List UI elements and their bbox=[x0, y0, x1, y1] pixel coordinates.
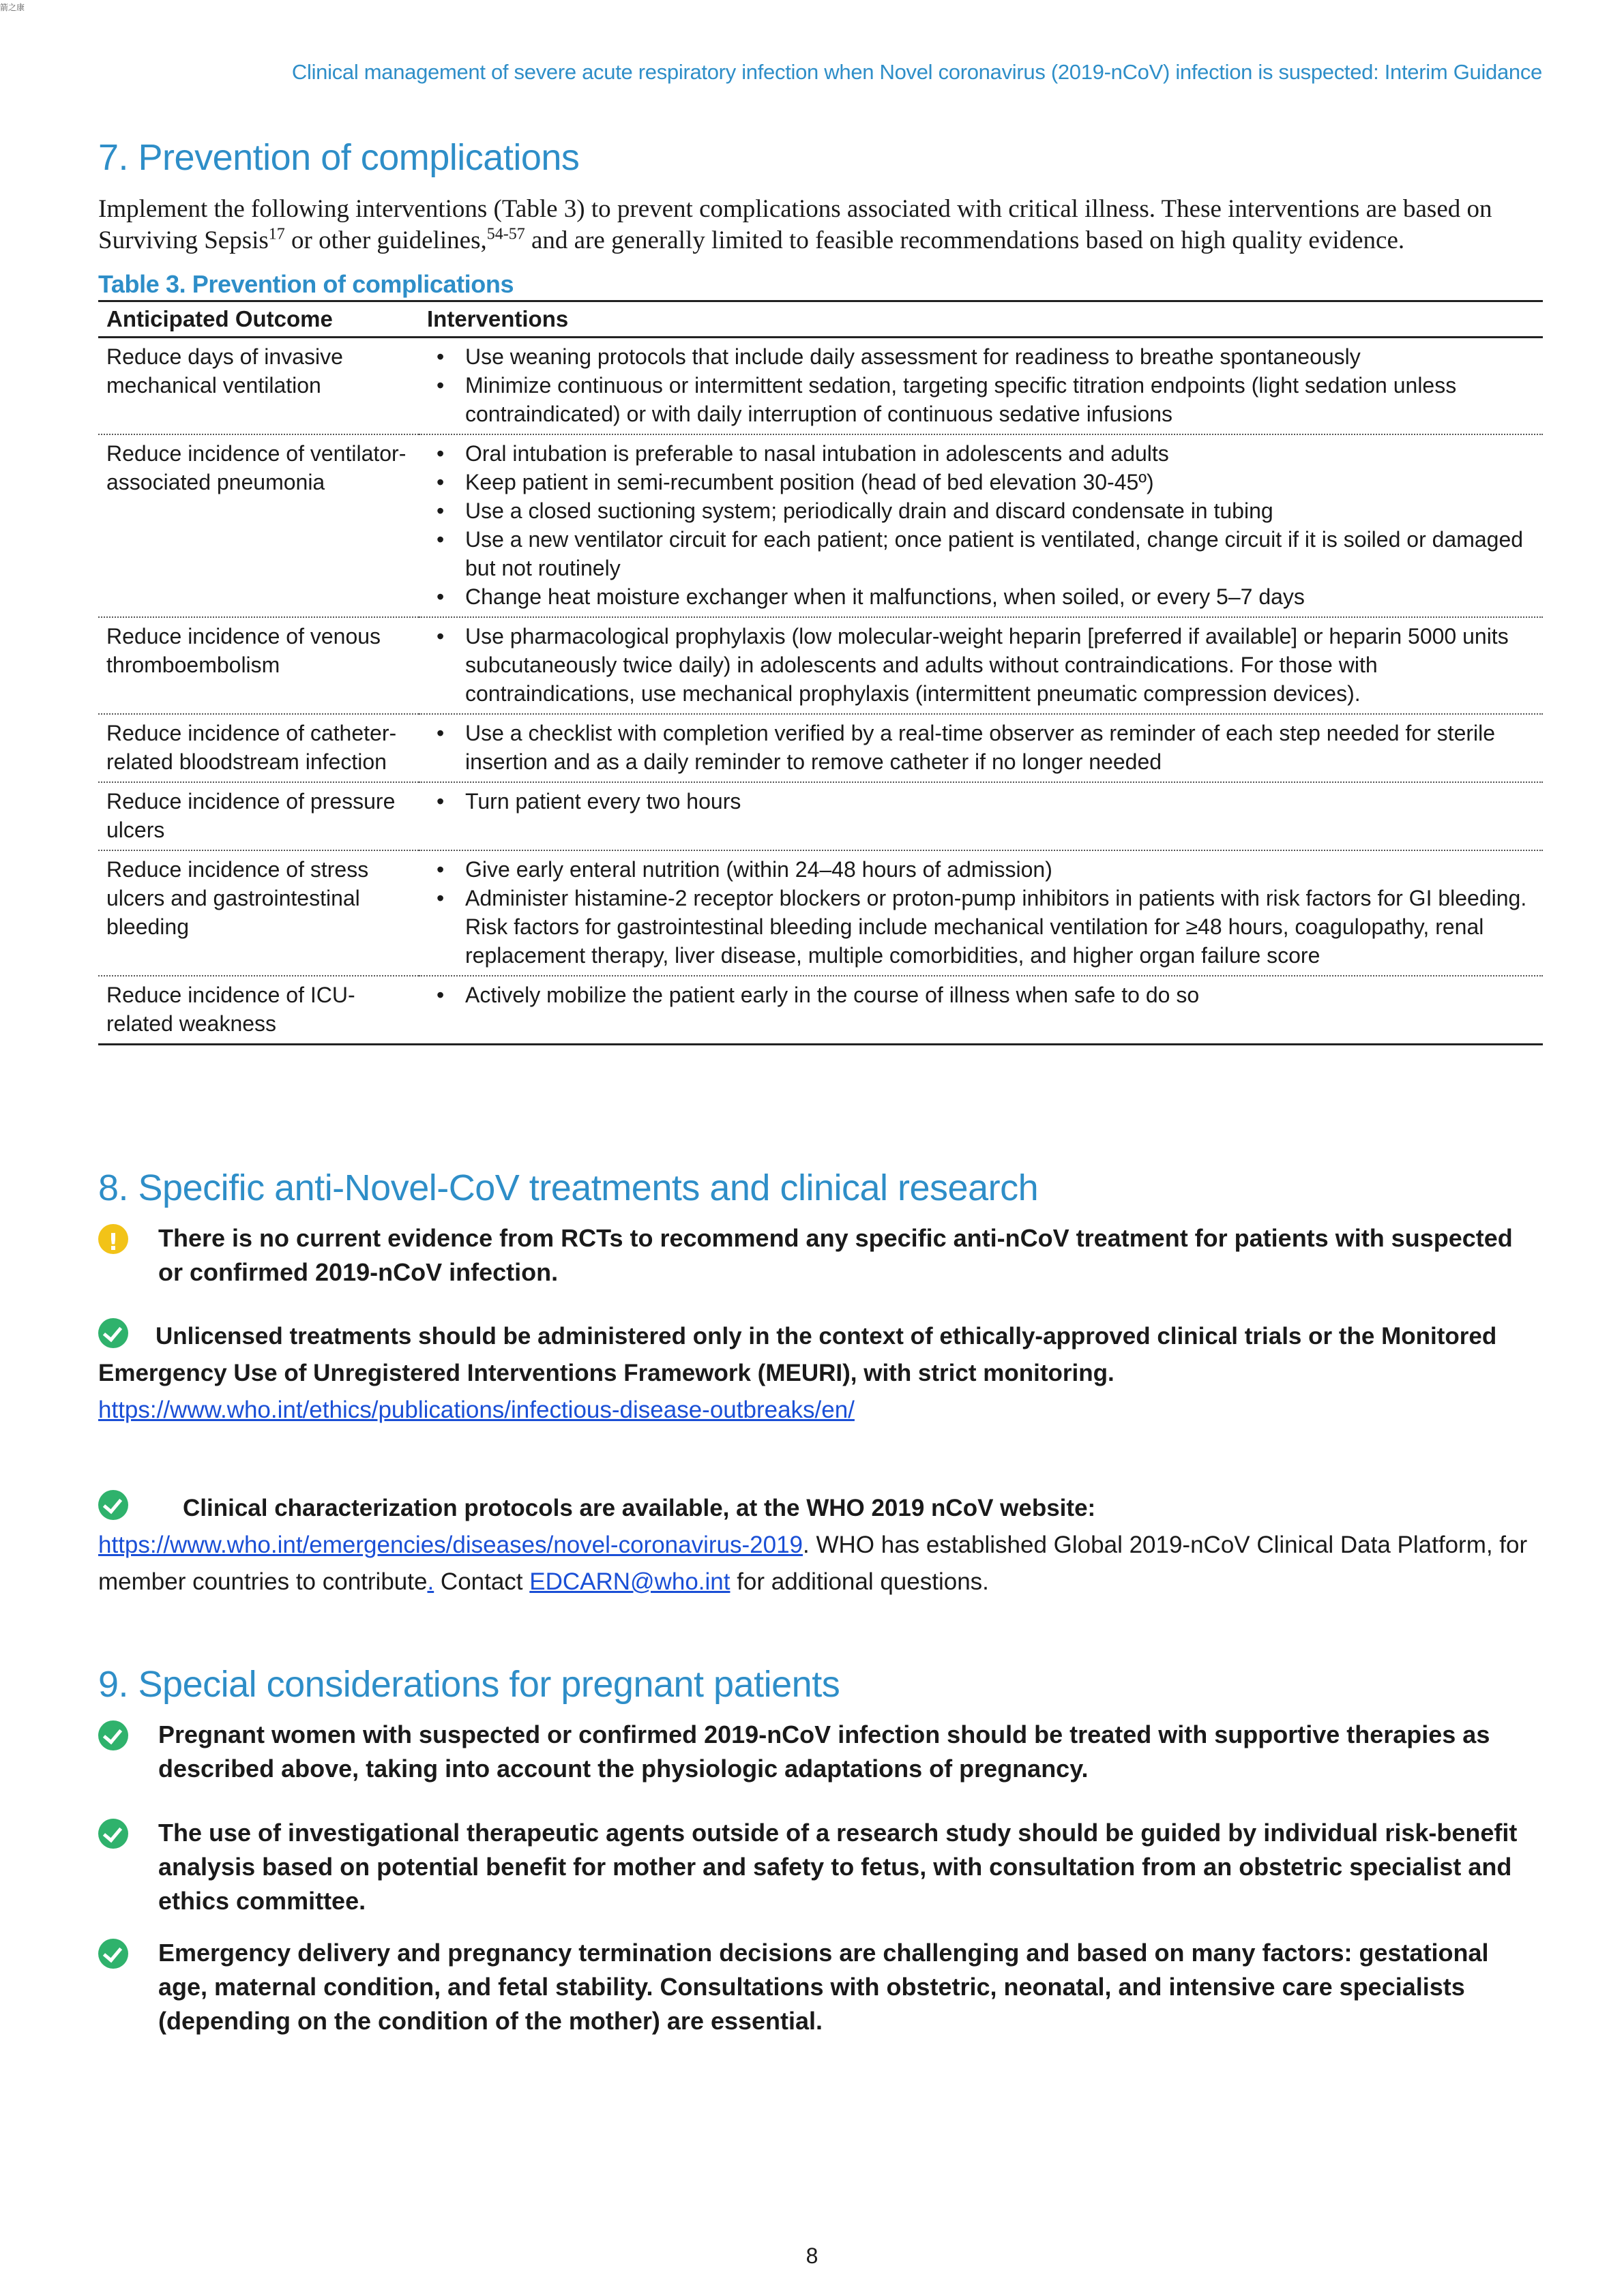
table-row bbox=[98, 617, 1543, 714]
list-item: • Use weaning protocols that include daily assessment for readiness to breathe spontaneously bbox=[465, 342, 1535, 371]
check-circle-icon bbox=[98, 1939, 128, 1969]
check-circle-icon bbox=[98, 1720, 128, 1750]
list-item: • Keep patient in semi-recumbent position (head of bed elevation 30-45º) bbox=[465, 468, 1535, 496]
table-row bbox=[98, 338, 1543, 435]
table-row bbox=[98, 850, 1543, 976]
header-interventions: Interventions bbox=[419, 301, 1543, 338]
interventions-cell bbox=[419, 850, 1543, 976]
interventions-cell bbox=[419, 714, 1543, 782]
pregnancy-item-delivery: Emergency delivery and pregnancy termination decisions are challenging and based on many factors: gestational age, maternal condition, and fetal stability. Consultations with obstetric, neonatal, and intensive care specialists (depending on the condition of the mother) are essential. bbox=[98, 1936, 1543, 2038]
list-item: • Change heat moisture exchanger when it malfunctions, when soiled, or every 5–7 days bbox=[465, 582, 1535, 611]
contact-email-link[interactable]: EDCARN@who.int bbox=[529, 1568, 730, 1595]
table-row bbox=[98, 434, 1543, 617]
complications-table bbox=[98, 300, 1543, 1045]
outcome-cell: Reduce incidence of ICU-related weakness bbox=[98, 976, 419, 1045]
unlicensed-block bbox=[98, 1318, 1543, 1429]
interventions-cell bbox=[419, 782, 1543, 850]
interventions-list bbox=[427, 719, 1535, 776]
interventions-cell bbox=[419, 338, 1543, 435]
list-item: • Give early enteral nutrition (within 24–48 hours of admission) bbox=[465, 855, 1535, 884]
interventions-list bbox=[427, 981, 1535, 1009]
page-number: 8 bbox=[806, 2243, 818, 2268]
list-item: • Minimize continuous or intermittent sedation, targeting specific titration endpoints (light sedation unless contraindicated) or with daily interruption of continuous sedative infusions bbox=[465, 371, 1535, 428]
interventions-list bbox=[427, 342, 1535, 428]
running-header: Clinical management of severe acute respiratory infection when Novel coronavirus (2019-nCoV) infection is suspected: Interim Guidance bbox=[291, 60, 1542, 84]
interventions-cell bbox=[419, 976, 1543, 1045]
warning-text: There is no current evidence from RCTs to recommend any specific anti-nCoV treatment for patients with suspected or confirmed 2019-nCoV infection. bbox=[158, 1224, 1513, 1286]
interventions-cell bbox=[419, 434, 1543, 617]
pregnancy-item-supportive: Pregnant women with suspected or confirmed 2019-nCoV infection should be treated with supportive therapies as described above, taking into account the physiologic adaptations of pregnancy. bbox=[98, 1718, 1543, 1786]
table-row bbox=[98, 782, 1543, 850]
characterization-block: Clinical characterization protocols are available, at the WHO 2019 nCoV website: https://www.who.int/emergencies/diseases/novel-coronavirus-2019. WHO has established Global 2019-nCoV Clinical Data Platform, for member countries to contribute. Contact EDCARN@who.int for additional questions. bbox=[98, 1490, 1543, 1600]
no-evidence-warning bbox=[98, 1221, 1543, 1289]
check-circle-icon bbox=[98, 1819, 128, 1849]
period-link[interactable]: . bbox=[427, 1568, 434, 1595]
table-caption: Table 3. Prevention of complications bbox=[98, 270, 514, 298]
interventions-cell bbox=[419, 617, 1543, 714]
outcome-cell: Reduce incidence of ventilator-associated pneumonia bbox=[98, 434, 419, 617]
pregnancy-item-investigational: The use of investigational therapeutic agents outside of a research study should be guided by individual risk-benefit analysis based on potential benefit for mother and safety to fetus, with consultation from an obstetric specialist and ethics committee. bbox=[98, 1816, 1543, 1918]
list-item: • Administer histamine-2 receptor blockers or proton-pump inhibitors in patients with risk factors for GI bleeding. Risk factors for gastrointestinal bleeding include mechanical ventilation for ≥48 hours, coagulopathy, renal replacement therapy, liver disease, multiple comorbidities, and higher organ failure score bbox=[465, 884, 1535, 970]
list-item: • Turn patient every two hours bbox=[465, 787, 1535, 816]
interventions-list bbox=[427, 439, 1535, 611]
unlicensed-text: Unlicensed treatments should be administered only in the context of ethically-approved clinical trials or the Monitored Emergency Use of Unregistered Interventions Framework (MEURI), with strict monitoring. bbox=[98, 1323, 1497, 1386]
platform-text: . WHO has established Global 2019-nCoV Clinical Data Platform, for member countries to contribute bbox=[98, 1532, 1528, 1595]
table-row bbox=[98, 714, 1543, 782]
list-item: • Use a checklist with completion verified by a real-time observer as reminder of each step needed for sterile insertion and as a daily reminder to remove catheter if no longer needed bbox=[465, 719, 1535, 776]
outcome-cell: Reduce incidence of venous thromboembolism bbox=[98, 617, 419, 714]
exclamation-circle-icon bbox=[98, 1224, 128, 1254]
list-item: • Actively mobilize the patient early in the course of illness when safe to do so bbox=[465, 981, 1535, 1009]
list-item: • Oral intubation is preferable to nasal intubation in adolescents and adults bbox=[465, 439, 1535, 468]
header-anticipated-outcome: Anticipated Outcome bbox=[98, 301, 419, 338]
check-circle-icon bbox=[98, 1318, 128, 1348]
list-item: • Use a new ventilator circuit for each patient; once patient is ventilated, change circuit if it is soiled or damaged but not routinely bbox=[465, 525, 1535, 582]
outcome-cell: Reduce days of invasive mechanical ventilation bbox=[98, 338, 419, 435]
table-header-row bbox=[98, 301, 1543, 338]
ethics-publications-link[interactable]: https://www.who.int/ethics/publications/infectious-disease-outbreaks/en/ bbox=[98, 1397, 855, 1423]
section-7-intro: Implement the following interventions (Table 3) to prevent complications associated with critical illness. These interventions are based on Surviving Sepsis$^{17}$ or other guidelines,$^{54-57}$ and are generally limited to feasible recommendations based on high quality evidence. bbox=[98, 195, 1492, 254]
section-7-title: 7. Prevention of complications bbox=[98, 137, 580, 178]
table-row bbox=[98, 976, 1543, 1045]
interventions-list bbox=[427, 622, 1535, 708]
list-item: • Use a closed suctioning system; periodically drain and discard condensate in tubing bbox=[465, 496, 1535, 525]
outcome-cell: Reduce incidence of catheter-related bloodstream infection bbox=[98, 714, 419, 782]
outcome-cell: Reduce incidence of stress ulcers and gastrointestinal bleeding bbox=[98, 850, 419, 976]
interventions-list bbox=[427, 855, 1535, 970]
interventions-list bbox=[427, 787, 1535, 816]
corner-mark: 箭之康 bbox=[0, 3, 25, 12]
section-8-title: 8. Specific anti-Novel-CoV treatments and clinical research bbox=[98, 1167, 1039, 1208]
list-item: • Use pharmacological prophylaxis (low molecular-weight heparin [preferred if available] or heparin 5000 units subcutaneously twice daily) in adolescents and adults without contraindications. For those with contraindications, use mechanical prophylaxis (intermittent pneumatic compression devices). bbox=[465, 622, 1535, 708]
check-circle-icon bbox=[98, 1490, 128, 1520]
ncov-website-link[interactable]: https://www.who.int/emergencies/diseases/novel-coronavirus-2019 bbox=[98, 1532, 803, 1558]
page-content bbox=[98, 136, 1543, 2038]
section-9-title: 9. Special considerations for pregnant patients bbox=[98, 1664, 840, 1705]
outcome-cell: Reduce incidence of pressure ulcers bbox=[98, 782, 419, 850]
table-body bbox=[98, 338, 1543, 1045]
characterization-text: Clinical characterization protocols are available, at the WHO 2019 nCoV website: bbox=[183, 1495, 1096, 1521]
